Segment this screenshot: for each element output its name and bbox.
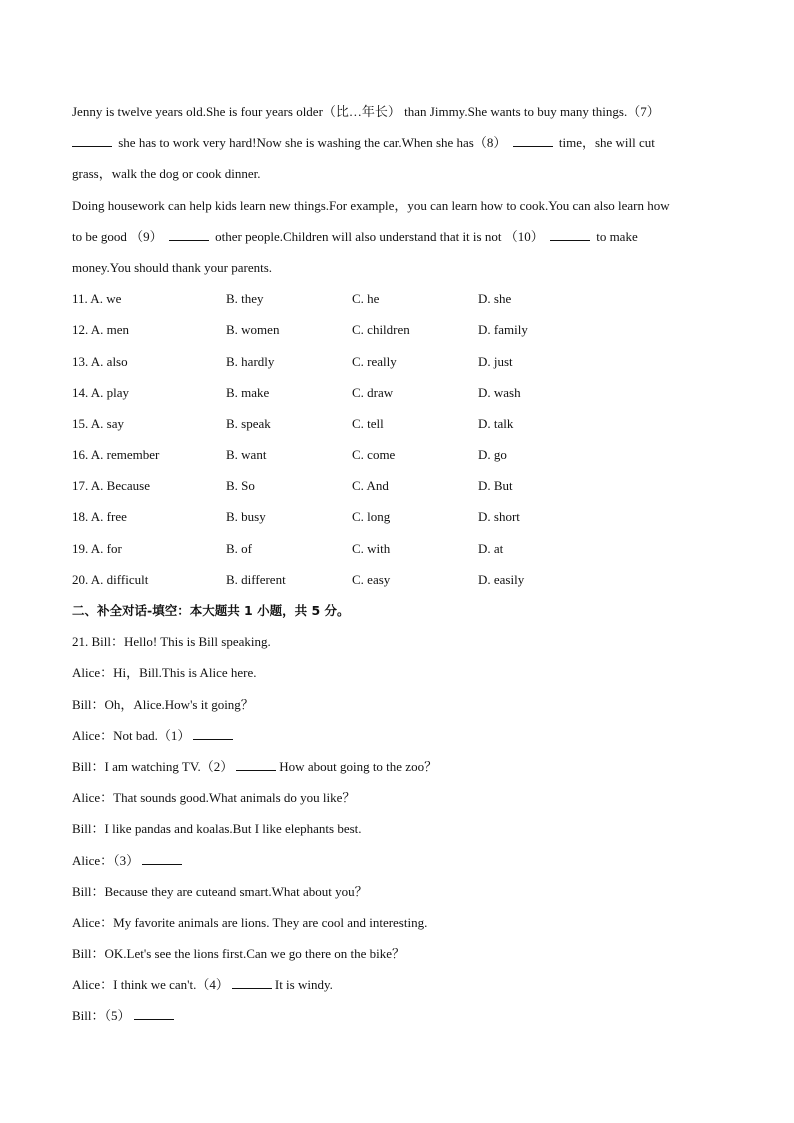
option-d: D. just (478, 353, 513, 369)
option-a: 20. A. difficult (72, 571, 149, 587)
passage-line (72, 256, 722, 287)
option-c: C. And (352, 478, 389, 494)
answer-blank (193, 727, 233, 740)
dialogue-text: Alice：Hi，Bill.This is Alice here. (72, 665, 257, 681)
passage-line (72, 100, 722, 131)
dialogue-line (72, 1004, 722, 1035)
option-d: D. But (478, 478, 513, 494)
dialogue-text: How about going to the zoo？ (279, 758, 438, 774)
passage-text: money.You should thank your parents. (72, 259, 273, 275)
option-c: C. he (352, 291, 380, 307)
option-c: C. really (352, 353, 397, 369)
passage-text: grass，walk the dog or cook dinner. (72, 166, 261, 182)
document-page (72, 100, 722, 1036)
option-a: 19. A. for (72, 540, 122, 556)
passage-line (72, 194, 722, 225)
answer-blank (169, 228, 209, 241)
question-list (72, 287, 722, 599)
dialogue-text: Alice：My favorite animals are lions. They are cool and interesting. (72, 914, 428, 930)
option-a: 11. A. we (72, 291, 122, 307)
option-d: D. at (478, 540, 504, 556)
dialogue-line (72, 630, 722, 661)
option-b: B. of (226, 540, 252, 556)
dialogue-text: Bill：I like pandas and koalas.But I like elephants best. (72, 821, 362, 837)
option-a: 16. A. remember (72, 447, 160, 463)
option-d: D. family (478, 322, 528, 338)
dialogue-text: It is windy. (274, 977, 333, 993)
passage-text: she has to work very hard!Now she is washing the car.When she has（8） (118, 135, 507, 151)
option-d: D. wash (478, 384, 521, 400)
passage-text: other people.Children will also understand that it is not （10） (215, 228, 544, 244)
dialogue-line (72, 880, 722, 911)
question-row (72, 474, 722, 505)
answer-blank (236, 758, 276, 771)
question-row (72, 350, 722, 381)
dialogue-line (72, 786, 722, 817)
passage-line (72, 162, 722, 193)
option-b: B. So (226, 478, 255, 494)
dialogue-line (72, 817, 722, 848)
option-c: C. long (352, 509, 391, 525)
option-b: B. hardly (226, 353, 275, 369)
passage-text: to make (596, 228, 638, 244)
dialogue-text: Alice：I think we can't.（4） (72, 977, 229, 993)
dialogue-line (72, 973, 722, 1004)
dialogue-text: Bill：（5） (72, 1008, 131, 1024)
answer-blank (142, 852, 182, 865)
dialogue-line (72, 849, 722, 880)
dialogue-text: Bill：I am watching TV.（2） (72, 758, 234, 774)
dialogue-list (72, 630, 722, 1035)
option-c: C. draw (352, 384, 394, 400)
option-b: B. make (226, 384, 270, 400)
option-d: D. easily (478, 571, 525, 587)
dialogue-text: Bill：Because they are cuteand smart.What about you？ (72, 883, 368, 899)
dialogue-line (72, 724, 722, 755)
option-b: B. women (226, 322, 280, 338)
option-b: B. want (226, 447, 267, 463)
option-d: D. she (478, 291, 512, 307)
option-c: C. with (352, 540, 391, 556)
option-a: 15. A. say (72, 415, 124, 431)
option-b: B. they (226, 291, 264, 307)
question-row (72, 568, 722, 599)
option-b: B. busy (226, 509, 266, 525)
question-row (72, 505, 722, 536)
dialogue-text: Bill：OK.Let's see the lions first.Can we go there on the bike？ (72, 946, 406, 962)
dialogue-text: Alice：Not bad.（1） (72, 727, 191, 743)
option-a: 12. A. men (72, 322, 130, 338)
passage-text: to be good （9） (72, 228, 163, 244)
option-a: 18. A. free (72, 509, 127, 525)
passage-line (72, 131, 722, 162)
dialogue-text: Bill：Oh，Alice.How's it going？ (72, 696, 254, 712)
dialogue-text: 21. Bill：Hello! This is Bill speaking. (72, 634, 271, 650)
section-title: 二、补全对话-填空：本大题共 1 小题，共 5 分。 (72, 603, 350, 618)
dialogue-text: Alice：That sounds good.What animals do you like？ (72, 790, 356, 806)
option-c: C. come (352, 447, 396, 463)
question-row (72, 412, 722, 443)
option-a: 13. A. also (72, 353, 128, 369)
question-row (72, 318, 722, 349)
option-c: C. easy (352, 571, 391, 587)
answer-blank (513, 134, 553, 147)
question-row (72, 443, 722, 474)
dialogue-line (72, 911, 722, 942)
question-row (72, 537, 722, 568)
option-d: D. talk (478, 415, 514, 431)
option-d: D. go (478, 447, 507, 463)
option-d: D. short (478, 509, 520, 525)
dialogue-line (72, 942, 722, 973)
passage-text: Jenny is twelve years old.She is four years older（比…年长） than Jimmy.She wants to buy many things.（7） (72, 104, 660, 119)
dialogue-text: Alice：（3） (72, 852, 140, 868)
option-a: 17. A. Because (72, 478, 150, 494)
passage-text: time，she will cut (558, 135, 655, 151)
answer-blank (72, 134, 112, 147)
passage-text: Doing housework can help kids learn new things.For example，you can learn how to cook.You can also learn how (72, 197, 670, 213)
answer-blank (550, 228, 590, 241)
question-row (72, 381, 722, 412)
option-c: C. children (352, 322, 410, 338)
option-b: B. different (226, 571, 286, 587)
option-b: B. speak (226, 415, 271, 431)
passage-line (72, 225, 722, 256)
answer-blank (232, 976, 272, 989)
dialogue-line (72, 755, 722, 786)
option-a: 14. A. play (72, 384, 130, 400)
answer-blank (134, 1007, 174, 1020)
question-row (72, 287, 722, 318)
dialogue-line (72, 661, 722, 692)
dialogue-line (72, 693, 722, 724)
option-c: C. tell (352, 415, 384, 431)
